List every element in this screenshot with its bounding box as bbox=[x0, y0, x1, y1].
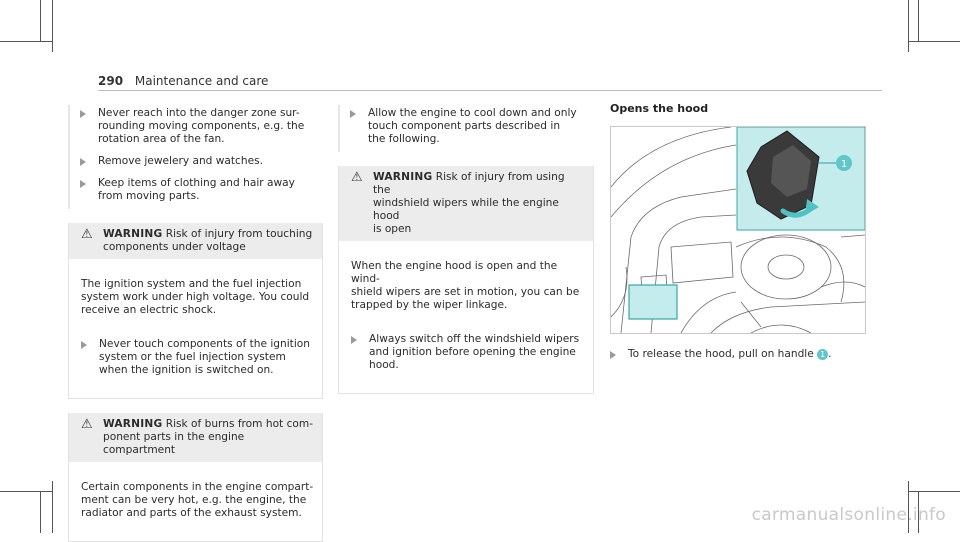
header-divider bbox=[98, 90, 882, 91]
bullet-list bbox=[338, 105, 594, 152]
section-title: Maintenance and care bbox=[134, 74, 269, 88]
bullet-triangle-icon bbox=[350, 110, 356, 118]
list-item bbox=[350, 107, 594, 146]
crop-mark bbox=[908, 41, 960, 42]
warning-label: WARNING bbox=[103, 418, 163, 430]
warning-label: WARNING bbox=[373, 171, 433, 183]
list-item-text: Remove jewelery and watches. bbox=[98, 155, 264, 167]
warning-box bbox=[68, 223, 323, 399]
list-item bbox=[80, 177, 323, 203]
list-item bbox=[81, 338, 314, 377]
list-item-text: Never touch components of the ignition system or the fuel injection system when the ignition is switched on. bbox=[99, 338, 310, 376]
crop-mark bbox=[908, 0, 909, 52]
bullet-triangle-icon bbox=[80, 158, 86, 166]
column-2 bbox=[338, 105, 594, 394]
warning-body bbox=[69, 259, 322, 398]
list-item bbox=[80, 107, 323, 146]
warning-triangle-icon: ⚠ bbox=[351, 170, 363, 185]
callout-number-icon: 1 bbox=[817, 349, 828, 360]
dashboard-drawing bbox=[611, 127, 865, 333]
instruction-prefix: To release the hood, pull on handle bbox=[628, 348, 814, 360]
watermark: carmanualsonline.info bbox=[751, 505, 946, 525]
bullet-triangle-icon bbox=[81, 341, 87, 349]
crop-mark bbox=[918, 0, 919, 42]
warning-title: Risk of burns from hot com- ponent parts in the engine compartment bbox=[103, 418, 314, 456]
bullet-triangle-icon bbox=[80, 110, 86, 118]
section-heading: Opens the hood bbox=[610, 102, 709, 115]
list-item-text: Allow the engine to cool down and only touch component parts described in the following. bbox=[368, 107, 577, 145]
page-header bbox=[98, 74, 268, 88]
list-item-text: Keep items of clothing and hair away from moving parts. bbox=[98, 177, 295, 202]
warning-title: Risk of injury from touching components under voltage bbox=[103, 228, 313, 253]
instruction-text bbox=[628, 348, 832, 360]
bullet-triangle-icon bbox=[80, 180, 86, 188]
warning-text: When the engine hood is open and the wind- shield wipers are set in motion, you can be trapped by the wiper linkage. bbox=[351, 260, 580, 311]
instruction-suffix: . bbox=[828, 348, 832, 360]
figure-callout-label: 1 bbox=[840, 159, 848, 170]
list-item bbox=[80, 155, 323, 168]
bullet-list bbox=[68, 105, 323, 209]
warning-text: The ignition system and the fuel injection system work under high voltage. You could receive an electric shock. bbox=[81, 278, 310, 316]
instruction-step bbox=[610, 348, 832, 360]
warning-title: Risk of injury from using the windshield wipers while the engine hood is open bbox=[373, 171, 565, 235]
page-number: 290 bbox=[98, 74, 124, 88]
warning-header bbox=[69, 413, 322, 462]
bullet-triangle-icon bbox=[610, 351, 616, 359]
crop-mark bbox=[0, 41, 52, 42]
warning-box bbox=[338, 166, 594, 394]
warning-header bbox=[69, 223, 322, 259]
crop-mark bbox=[40, 0, 41, 42]
warning-body bbox=[69, 462, 322, 541]
list-item-text: Always switch off the windshield wipers and ignition before opening the engine hood. bbox=[369, 333, 580, 371]
column-1 bbox=[68, 105, 323, 542]
hood-release-illustration bbox=[610, 126, 866, 334]
list-item-text: Never reach into the danger zone sur- rounding moving components, e.g. the rotation area of the fan. bbox=[98, 107, 305, 145]
hood-release-highlight bbox=[629, 285, 677, 319]
warning-body bbox=[339, 241, 593, 393]
warning-heading bbox=[103, 228, 312, 254]
crop-mark bbox=[908, 491, 960, 492]
bullet-triangle-icon bbox=[351, 336, 357, 344]
warning-text: Certain components in the engine compart- ment can be very hot, e.g. the engine, the radiator and parts of the exhaust system. bbox=[81, 481, 314, 519]
warning-box bbox=[68, 413, 323, 542]
crop-mark bbox=[40, 491, 41, 533]
crop-mark bbox=[52, 481, 53, 533]
warning-heading bbox=[103, 418, 314, 457]
warning-triangle-icon: ⚠ bbox=[81, 417, 93, 432]
crop-mark bbox=[52, 0, 53, 52]
warning-triangle-icon: ⚠ bbox=[81, 227, 93, 242]
crop-mark bbox=[0, 491, 52, 492]
warning-heading bbox=[373, 171, 585, 236]
warning-header bbox=[339, 166, 593, 241]
warning-label: WARNING bbox=[103, 228, 163, 240]
list-item bbox=[351, 333, 585, 372]
